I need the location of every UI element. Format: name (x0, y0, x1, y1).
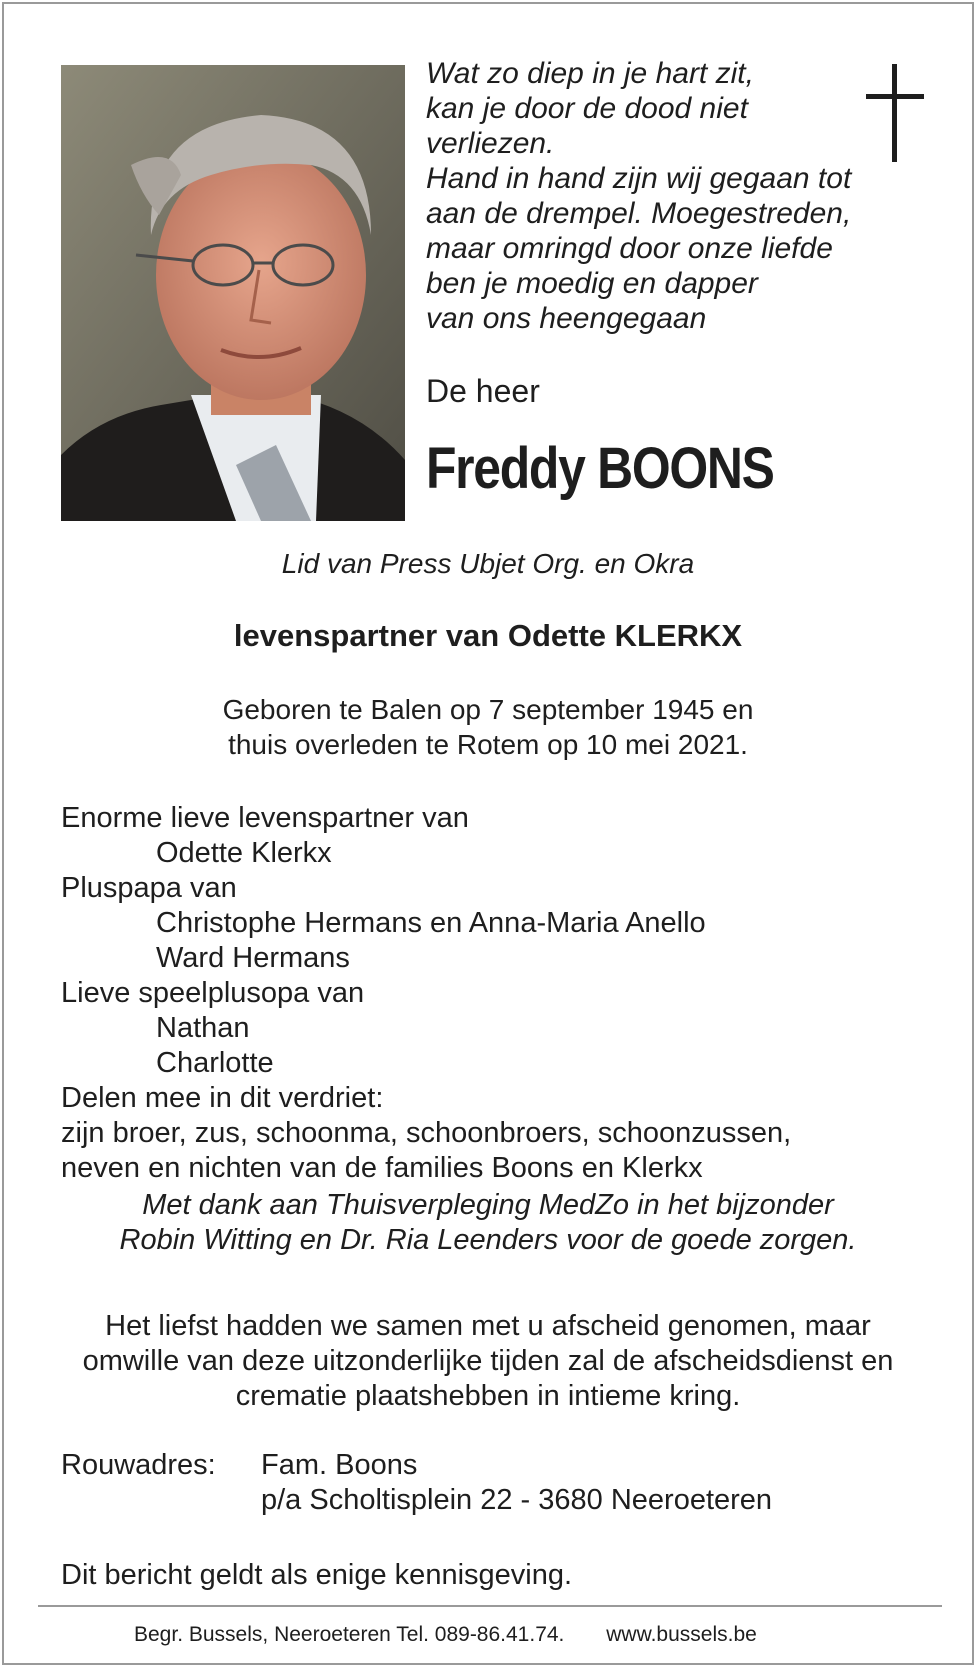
deceased-name: Freddy BOONS (426, 436, 774, 501)
divider (38, 1605, 942, 1607)
list-item: Charlotte (156, 1047, 274, 1079)
pluspapa-label: Pluspapa van (61, 872, 237, 904)
birth-death (4, 692, 972, 762)
poem-line: verliezen. (426, 127, 555, 160)
thanks-note (4, 1188, 972, 1258)
share-line: neven en nichten van de families Boons en Klerkx (61, 1152, 703, 1184)
partner-line: levenspartner van Odette KLERKX (233, 618, 743, 653)
poem-line: Wat zo diep in je hart zit, (426, 57, 754, 90)
list-item: Ward Hermans (156, 942, 350, 974)
list-item: Christophe Hermans en Anna-Maria Anello (156, 907, 706, 939)
cross-icon (866, 64, 924, 162)
notice: Dit bericht geldt als enige kennisgeving. (61, 1559, 573, 1591)
poem-line: Hand in hand zijn wij gegaan tot (426, 162, 852, 195)
partner-name: Odette Klerkx (156, 837, 332, 869)
poem-line: aan de drempel. Moegestreden, (426, 197, 852, 230)
undertaker-info: Begr. Bussels, Neeroeteren Tel. 089-86.41.74. (134, 1623, 565, 1646)
obituary-card (2, 2, 974, 1665)
share-line: zijn broer, zus, schoonma, schoonbroers, schoonzussen, (61, 1117, 792, 1149)
address-line: p/a Scholtisplein 22 - 3680 Neeroeteren (261, 1484, 773, 1516)
funeral-note (4, 1309, 972, 1414)
poem-line: ben je moedig en dapper (426, 267, 758, 300)
birth-line: Geboren te Balen op 7 september 1945 en (222, 694, 754, 725)
honorific: De heer (426, 373, 540, 409)
address-label: Rouwadres: (61, 1449, 216, 1481)
poem-line: maar omringd door onze liefde (426, 232, 833, 265)
share-label: Delen mee in dit verdriet: (61, 1082, 384, 1114)
family-list (61, 801, 791, 1186)
thanks-line: Robin Witting en Dr. Ria Leenders voor de goede zorgen. (119, 1224, 857, 1256)
poem (426, 56, 896, 336)
address-value (261, 1448, 772, 1518)
poem-line: van ons heengegaan (426, 302, 707, 335)
funeral-line: omwille van deze uitzonderlijke tijden zal de afscheidsdienst en (82, 1345, 894, 1377)
website-link[interactable]: www.bussels.be (606, 1623, 757, 1646)
membership: Lid van Press Ubjet Org. en Okra (281, 548, 695, 579)
funeral-line: Het liefst hadden we samen met u afscheid genomen, maar (105, 1310, 871, 1342)
portrait-photo (61, 65, 405, 521)
death-line: thuis overleden te Rotem op 10 mei 2021. (228, 729, 748, 760)
portrait-illustration (61, 65, 405, 521)
partner-label: Enorme lieve levenspartner van (61, 802, 469, 834)
list-item: Nathan (156, 1012, 250, 1044)
funeral-line: crematie plaatshebben in intieme kring. (235, 1380, 741, 1412)
thanks-line: Met dank aan Thuisverpleging MedZo in het bijzonder (142, 1189, 834, 1221)
grandpa-label: Lieve speelplusopa van (61, 977, 365, 1009)
footer (134, 1621, 757, 1649)
address-line: Fam. Boons (261, 1449, 418, 1481)
poem-line: kan je door de dood niet (426, 92, 748, 125)
